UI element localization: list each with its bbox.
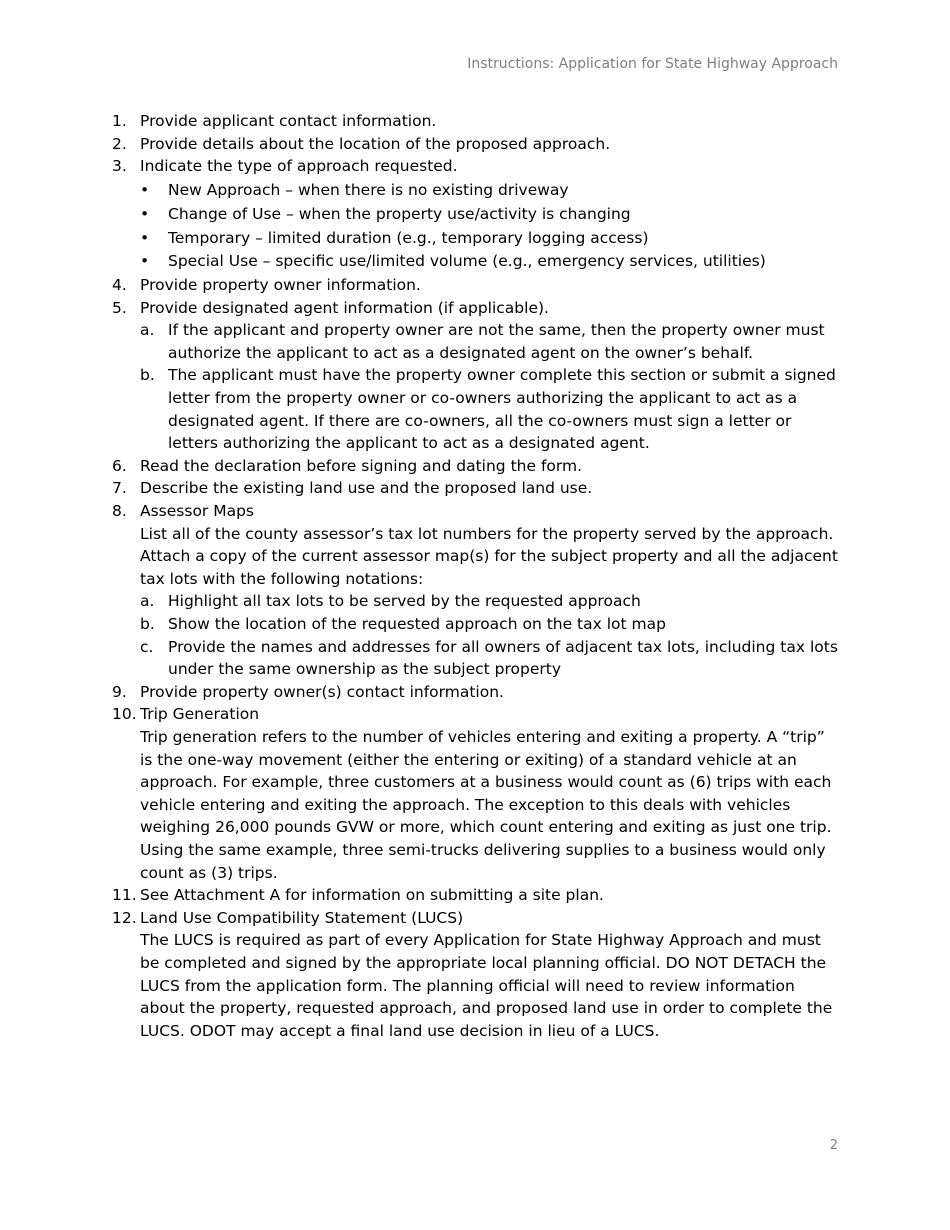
list-item-1: [112, 110, 840, 133]
item-number: 11.: [112, 886, 137, 905]
bullet-item: [140, 203, 840, 226]
item-text: Provide details about the location of the proposed approach.: [140, 134, 611, 153]
bullet-icon: •: [140, 252, 150, 271]
approach-type-list: [140, 179, 840, 273]
bullet-item: [140, 227, 840, 250]
item-number: 2.: [112, 134, 127, 153]
list-item-5: [112, 297, 840, 320]
list-item-12: [112, 907, 840, 1043]
item-heading: Assessor Maps: [140, 502, 255, 521]
list-item-8: [112, 500, 840, 590]
item-number: 12.: [112, 908, 137, 927]
sub-item-letter: c.: [140, 637, 154, 656]
sub-item: [112, 590, 840, 613]
instructions-list: [112, 110, 840, 1042]
sub-item-text: The applicant must have the property owner complete this section or submit a signed letter from the property owner or co-owners authorizing the applicant to act as a designated agent. If there are co-owners, all the co-owners must sign a letter or letters authorizing the applicant to act as a designated agent.: [168, 366, 836, 453]
item-heading: Trip Generation: [140, 705, 260, 724]
page-header: Instructions: Application for State Highway Approach: [467, 56, 838, 72]
list-item-7: [112, 477, 840, 500]
item-number: 6.: [112, 456, 127, 475]
item-number: 3.: [112, 157, 127, 176]
sub-item-text: Highlight all tax lots to be served by the requested approach: [168, 592, 641, 611]
item-number: 1.: [112, 112, 127, 130]
item-number: 5.: [112, 298, 127, 317]
list-item-6: [112, 455, 840, 478]
item-text: See Attachment A for information on submitting a site plan.: [140, 886, 604, 905]
bullet-icon: •: [140, 204, 150, 223]
item-body: Trip generation refers to the number of vehicles entering and exiting a property. A “trip” is the one-way movement (either the entering or exiting) of a standard vehicle at an approach. For example, three customers at a business would count as (6) trips with each vehicle entering and exiting the approach. The exception to this deals with vehicles weighing 26,000 pounds GVW or more, which count entering and exiting as just one trip. Using the same example, three semi-trucks delivering supplies to a business would only count as (3) trips.: [140, 727, 832, 882]
page-number: 2: [829, 1138, 838, 1153]
sub-item: [112, 364, 840, 454]
item-body: The LUCS is required as part of every Application for State Highway Approach and must be completed and signed by the appropriate local planning official. DO NOT DETACH the LUCS from the application form. The planning official will need to review information about the property, requested approach, and proposed land use in order to complete the LUCS. ODOT may accept a final land use decision in lieu of a LUCS.: [140, 931, 833, 1040]
bullet-item: [140, 179, 840, 202]
item-number: 7.: [112, 479, 127, 498]
list-item-10: [112, 703, 840, 884]
item-number: 9.: [112, 682, 127, 701]
bullet-item: [140, 250, 840, 273]
list-item-3: [112, 155, 840, 273]
list-item-11: [112, 884, 840, 907]
sub-item-text: Provide the names and addresses for all owners of adjacent tax lots, including tax lots under the same ownership as the subject property: [168, 637, 838, 679]
sub-item-letter: a.: [140, 592, 155, 611]
bullet-text: Temporary – limited duration (e.g., temporary logging access): [168, 228, 649, 247]
list-item-4: [112, 274, 840, 297]
item-number: 8.: [112, 502, 127, 521]
item-body: List all of the county assessor’s tax lot numbers for the property served by the approach. Attach a copy of the current assessor map(s) for the subject property and all the adjacent tax lots with the following notations:: [140, 524, 838, 588]
sub-item-text: Show the location of the requested approach on the tax lot map: [168, 615, 666, 633]
sub-item: [112, 319, 840, 364]
item-number: 4.: [112, 276, 127, 295]
list-item-2: [112, 133, 840, 156]
sub-item: [112, 636, 840, 681]
sub-item-text: If the applicant and property owner are not the same, then the property owner must authorize the applicant to act as a designated agent on the owner’s behalf.: [168, 321, 825, 362]
sub-item-letter: a.: [140, 321, 155, 340]
item-text: Provide property owner information.: [140, 276, 421, 295]
item-text: Provide designated agent information (if applicable).: [140, 298, 549, 317]
list-item-9: [112, 681, 840, 704]
sub-item-letter: b.: [140, 615, 155, 633]
bullet-icon: •: [140, 180, 150, 199]
item-text: Provide applicant contact information.: [140, 112, 437, 130]
bullet-text: New Approach – when there is no existing driveway: [168, 180, 569, 199]
item-text: Indicate the type of approach requested.: [140, 157, 458, 176]
bullet-icon: •: [140, 228, 150, 247]
item-text: Provide property owner(s) contact information.: [140, 682, 504, 701]
item-heading: Land Use Compatibility Statement (LUCS): [140, 908, 464, 927]
sub-item-letter: b.: [140, 366, 155, 385]
bullet-text: Change of Use – when the property use/activity is changing: [168, 204, 631, 223]
sub-item: [112, 613, 840, 636]
item-number: 10.: [112, 705, 137, 724]
item-text: Describe the existing land use and the proposed land use.: [140, 479, 593, 498]
bullet-text: Special Use – specific use/limited volume (e.g., emergency services, utilities): [168, 252, 766, 271]
item-text: Read the declaration before signing and dating the form.: [140, 456, 583, 475]
